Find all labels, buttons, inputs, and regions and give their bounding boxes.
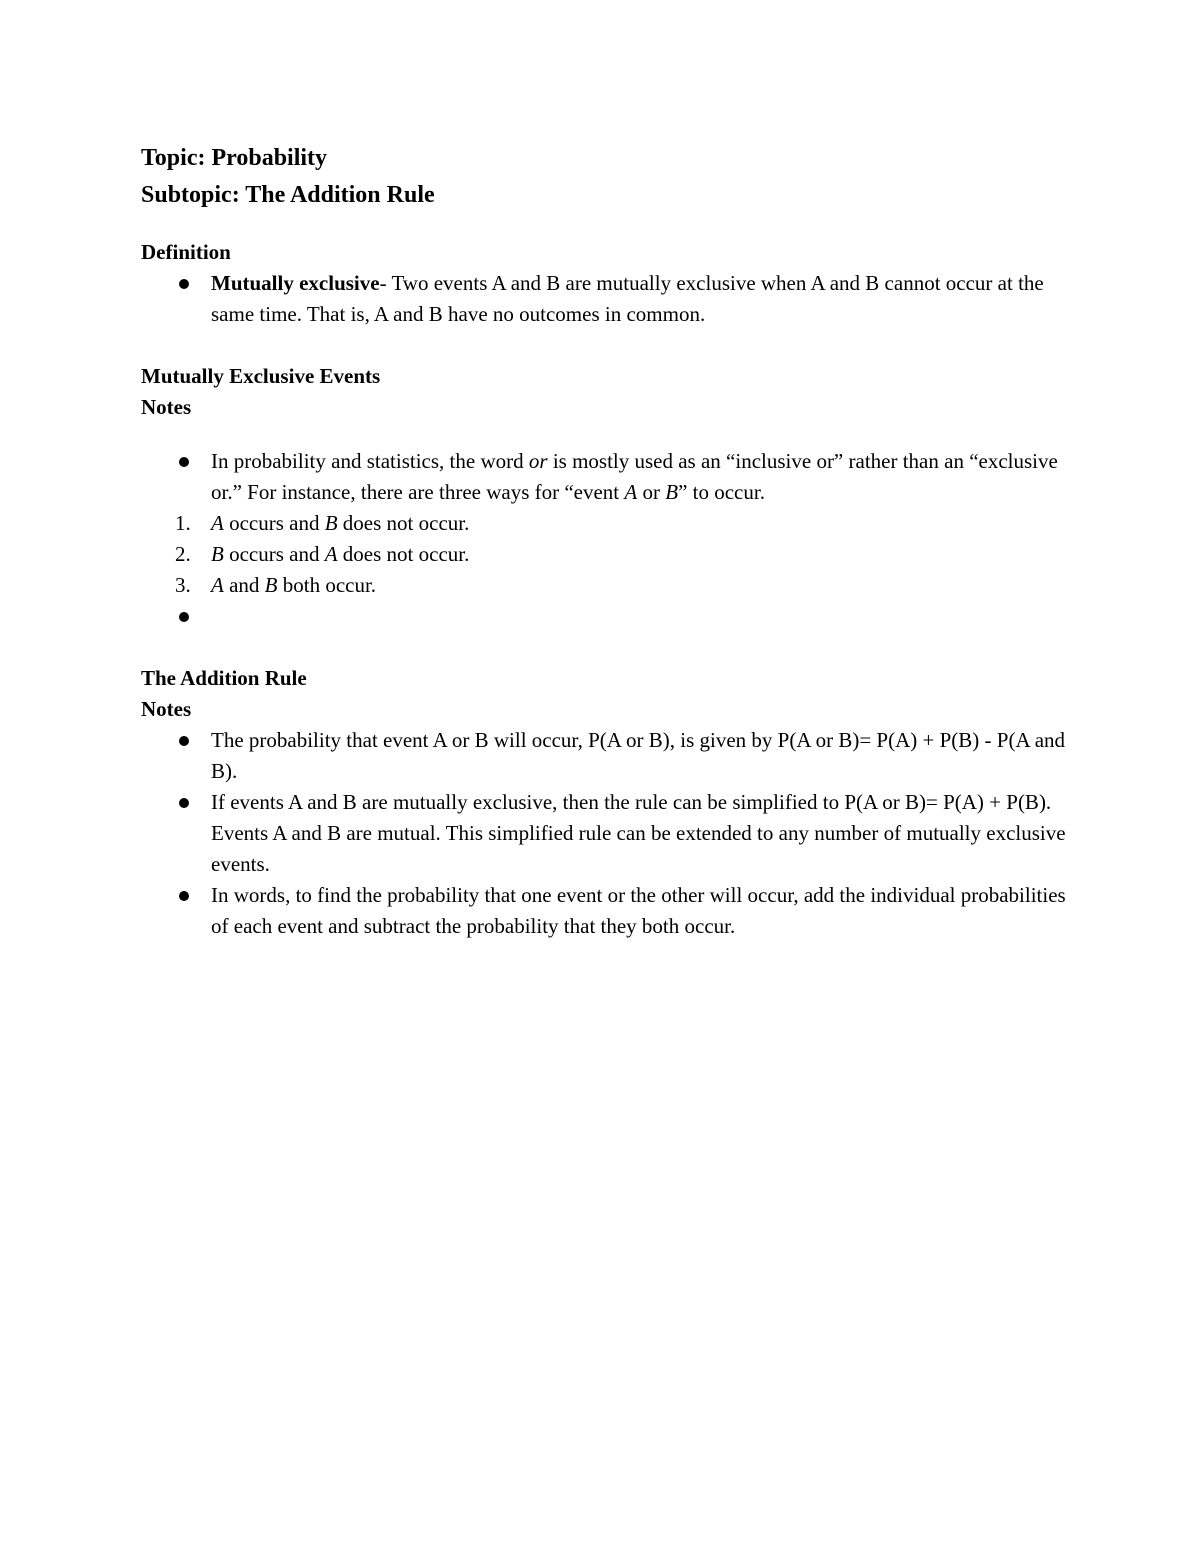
bullet-icon <box>179 457 189 467</box>
bullet-icon <box>179 736 189 746</box>
empty-bullet-item <box>141 601 1071 632</box>
note-text: or <box>637 480 666 504</box>
bullet-icon <box>179 612 189 622</box>
event-b: B <box>665 480 679 504</box>
bullet-icon <box>179 798 189 808</box>
addition-rule-note <box>141 787 1071 880</box>
definition-item <box>141 268 1071 330</box>
list-number: 3. <box>175 573 191 597</box>
spacer <box>141 330 1071 361</box>
subtopic-title: Subtopic: The Addition Rule <box>141 182 435 208</box>
mutually-exclusive-events-heading: Mutually Exclusive Events <box>141 364 381 388</box>
list-number: 2. <box>175 542 191 566</box>
event-a: A <box>624 480 638 504</box>
event-label: B <box>324 511 338 535</box>
item-text: does not occur. <box>337 542 470 566</box>
addition-rule-note <box>141 880 1071 942</box>
list-number: 1. <box>175 511 191 535</box>
bullet-icon <box>179 279 189 289</box>
note-text: In probability and statistics, the word <box>211 449 529 473</box>
note-emphasis: or <box>528 449 548 473</box>
note-text: In words, to find the probability that one event or the other will occur, add the individual probabilities of each event and subtract the probability that they both occur. <box>211 883 1066 938</box>
item-text: and <box>223 573 265 597</box>
item-text: both occur. <box>277 573 377 597</box>
note-text: is mostly used as an “inclusive or” rather than an “exclusive or.” For instance, there are three ways for “event <box>211 449 1058 504</box>
event-label: A <box>211 511 224 535</box>
list-item <box>141 570 1071 601</box>
item-text: occurs and <box>223 511 325 535</box>
event-label: A <box>324 542 338 566</box>
list-item <box>141 508 1071 539</box>
notes-label: Notes <box>141 697 192 721</box>
note-text: The probability that event A or B will occur, P(A or B), is given by P(A or B)= P(A) + P(B) - P(A and B). <box>211 728 1066 783</box>
bullet-icon <box>179 891 189 901</box>
notes-label: Notes <box>141 395 192 419</box>
document-page <box>141 140 1071 942</box>
spacer <box>141 214 1071 237</box>
definition-text: - Two events A and B are mutually exclusive when A and B cannot occur at the same time. That is, A and B have no outcomes in common. <box>211 271 1044 326</box>
addition-rule-heading: The Addition Rule <box>141 666 307 690</box>
addition-rule-note <box>141 725 1071 787</box>
note-text: If events A and B are mutually exclusive, then the rule can be simplified to P(A or B)= P(A) + P(B). Events A and B are mutual. This simplified rule can be extended to any number of mutually exclusive events. <box>211 790 1066 876</box>
topic-title: Topic: Probability <box>141 145 328 171</box>
definition-term: Mutually exclusive <box>211 271 380 295</box>
spacer <box>141 423 1071 446</box>
note-text: ” to occur. <box>678 480 765 504</box>
item-text: does not occur. <box>337 511 470 535</box>
definition-heading: Definition <box>141 240 231 264</box>
spacer <box>141 632 1071 663</box>
event-label: A <box>211 573 224 597</box>
event-label: B <box>211 542 224 566</box>
item-text: occurs and <box>223 542 325 566</box>
event-label: B <box>264 573 278 597</box>
inclusive-or-note <box>141 446 1071 508</box>
list-item <box>141 539 1071 570</box>
